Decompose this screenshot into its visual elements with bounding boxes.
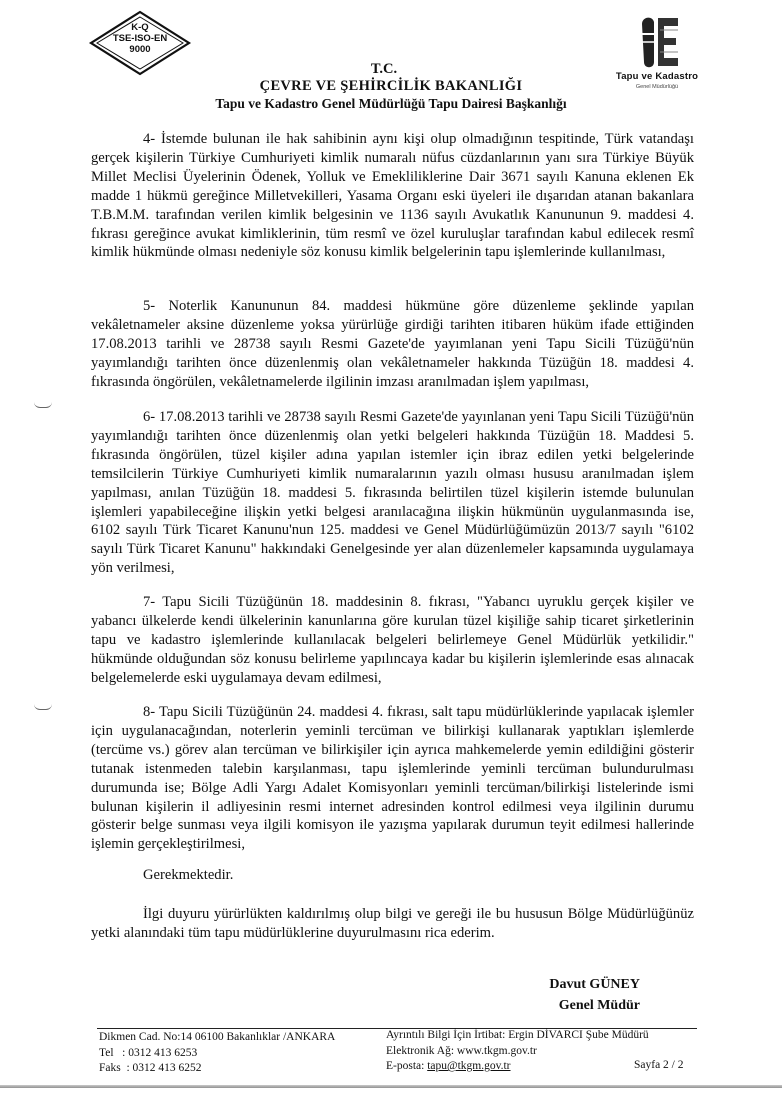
request-text: İlgi duyuru yürürlükten kaldırılmış olup bilgi ve gereği ile bu hususun Bölge Müdürlüğünüz yetki alanındaki tüm tapu müdürlüklerine duyurulmasını rica ederim.: [91, 906, 694, 941]
footer-email-link[interactable]: tapu@tkgm.gov.tr: [427, 1060, 511, 1073]
footer-left: [99, 1030, 335, 1077]
signatory-title: Genel Müdür: [558, 998, 640, 1013]
footer-email-line: [386, 1059, 649, 1075]
signatory-name: Davut GÜNEY: [549, 977, 640, 992]
signature-block: [549, 974, 640, 1016]
scan-bottom-edge: [0, 1085, 782, 1088]
paragraph-6: [91, 408, 694, 578]
paragraph-6-text: 6- 17.08.2013 tarihli ve 28738 sayılı Resmi Gazete'de yayınlanan yeni Tapu Sicili Tüzüğü'nün yayımlandığı tarihten önce düzenlenmiş olan yetki belgeleri hakkında Tüzüğün 18. Maddesi 5. fıkrasında öngörülen, tüzel kişiler adına yapılan istemler için ibraz edilen yetki belgelerinde temsilcilerin Türkiye Cumhuriyeti kimlik numaralarının yazılı olması hususu aranılmadan işlem yapılması, anılan Tüzüğün 18. maddesi 5. fıkrasında belirtilen tüzel kişilerin istemde bulunulan işlemleri yapabileceğine ilişkin yetki belgesi aranılacağına ilişkin hükmünün uygulanmasında ise, 6102 sayılı Türk Ticaret Kanunu'nun 125. maddesi ve Genel Müdürlüğümüzün 2013/7 sayılı "6102 sayılı Türk Ticaret Kanunu" hakkındaki Genelgesinde yer alan düzenlemeler kapsamında uygulamaya yön verilmesi,: [91, 409, 694, 577]
scan-mark: [34, 704, 56, 712]
header-tc: T.C.: [370, 61, 398, 77]
scan-mark: [34, 402, 56, 410]
paragraph-5-text: 5- Noterlik Kanununun 84. maddesi hükmüne göre düzenleme şeklinde yapılan vekâletnameler aksine düzenleme yoksa yürürlüğe girdiği tarihten itibaren hüküm ifade ettiğinden 17.08.2013 tarihli ve 28738 sayılı Resmi Gazete'de yayımlanan yeni Tapu Sicili Tüzüğü'nün yayımlandığı tarihten önce düzenlenmiş olan vekâletnameler hakkında Tüzüğün 18. maddesi 4. fıkrasında öngörülen, vekâletnamelerde ilgilinin imzası aranılmadan işlem yapılması,: [91, 298, 694, 390]
footer-tel: Tel : 0312 413 6253: [99, 1046, 198, 1059]
paragraph-5: [91, 297, 694, 392]
footer-address: Dikmen Cad. No:14 06100 Bakanlıklar /ANKARA: [99, 1031, 336, 1043]
page-number: Sayfa 2 / 2: [634, 1059, 684, 1071]
seal-line-3: 9000: [129, 44, 151, 55]
footer-contact: Ayrıntılı Bilgi İçin İrtibat: Ergin DİVARCI Şube Müdürü: [386, 1029, 649, 1041]
seal-line-1: K-Q: [131, 22, 149, 33]
request-paragraph: [91, 905, 694, 943]
footer-right: [386, 1028, 649, 1075]
header-ministry: ÇEVRE VE ŞEHİRCİLİK BAKANLIĞI: [259, 78, 523, 94]
footer-email-label: E-posta:: [386, 1060, 428, 1073]
closing-text: Gerekmektedir.: [143, 867, 234, 883]
paragraph-8: [91, 703, 694, 854]
paragraph-7-text: 7- Tapu Sicili Tüzüğünün 18. maddesinin 8. fıkrası, "Yabancı uyruklu gerçek kişiler ve yabancı ülkelerde kendi ülkelerinin kanunlarına göre kurulan tüzel kişiliğe sahip ticaret şirketlerinin tapu ve kadastro işlemlerinde kullanılacak belgeleri belirlemeye Genel Müdürlük yetkilidir." hükmünde olduğundan söz konusu belirleme yapılıncaya kadar bu kişilerin işlemlerinde esas alınacak belgelemelerde eski uygulamaya devam edilmesi,: [91, 594, 694, 686]
closing-line: [91, 866, 694, 885]
paragraph-7: [91, 593, 694, 688]
seal-line-2: TSE-ISO-EN: [112, 33, 168, 44]
paragraph-4: [91, 130, 694, 262]
footer-web[interactable]: Elektronik Ağ: www.tkgm.gov.tr: [386, 1044, 537, 1057]
header-department: Tapu ve Kadastro Genel Müdürlüğü Tapu Dairesi Başkanlığı: [215, 96, 567, 111]
logo-subtitle: Genel Müdürlüğü: [635, 84, 679, 90]
footer-fax: Faks : 0312 413 6252: [99, 1062, 202, 1075]
logo-name: Tapu ve Kadastro: [615, 71, 699, 82]
paragraph-8-text: 8- Tapu Sicili Tüzüğünün 24. maddesi 4. fıkrası, salt tapu müdürlüklerinde yapılacak işlemler için uygulanacağından, noterlerin yeminli tercüman ve bilirkişi kullanarak yaptıkları işlemlerde (tercüme vs.) görev alan tercüman ve bilirkişiler için ayrıca mahkemelerde yemin edildiğini gösterir tutanak istenmeden talebin karşılanması, tapu işlemlerinde yeminli tercüman bulundurulması durumunda ise; Bölge Adli Yargı Adalet Komisyonları yeminli tercüman/bilirkişi listelerinde ismi bulunan kişilerin il adliyesinin resmi internet adresinden kontrol edilmesi veya ilgilinin durumu gösterir belge sunması veya ilgili komisyon ile yazışma yapılarak durumun teyit edilmesi hallerinde işlemin gerçekleştirilmesi,: [91, 704, 694, 853]
paragraph-4-text: 4- İstemde bulunan ile hak sahibinin aynı kişi olup olmadığının tespitinde, Türk vatandaşı gerçek kişilerin Türkiye Cumhuriyeti kimlik numaralı nüfus cüzdanlarının yanı sıra Türkiye Büyük Millet Meclisi Üyelerinin Ödenek, Yolluk ve Emekliliklerine Dair 3671 sayılı Kanuna eklenen Ek madde 1 hükmü gereğince Milletvekilleri, Yasama Organı eski üyeleri ile dışarıdan atanan bakanlara T.B.M.M. tarafından verilen kimlik belgesinin ve 1136 sayılı Avukatlık Kanununun 9. maddesi 4. fıkrası gereğince avukat kimliklerinin, tüm resmî ve özel kuruluşlar tarafından kabul edilecek resmî kimlik hükmünde olması nedeniyle söz konusu kimlik belgelerinin tapu işlemlerinde kullanılması,: [91, 131, 694, 261]
